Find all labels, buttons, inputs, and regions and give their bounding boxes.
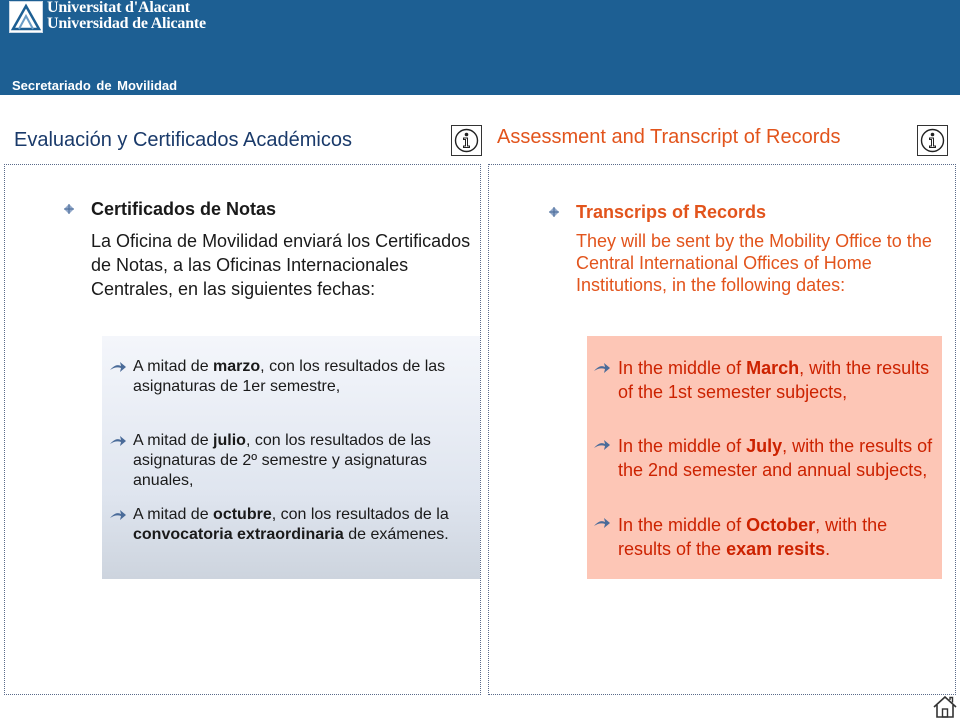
department-name: Secretariado de Movilidad: [12, 78, 178, 93]
home-icon[interactable]: [932, 695, 958, 719]
header-banner: [0, 0, 960, 95]
info-icon[interactable]: [451, 125, 482, 156]
arrow-bullet-icon: [110, 435, 126, 447]
diamond-bullet-icon: [549, 207, 559, 217]
english-date-item: [618, 513, 940, 561]
arrow-bullet-icon: [594, 362, 610, 374]
arrow-bullet-icon: [110, 509, 126, 521]
item-text: In the middle of: [618, 358, 747, 378]
diamond-bullet-icon: [64, 204, 74, 214]
english-date-item: [618, 434, 940, 482]
item-text: .: [825, 539, 831, 559]
item-text: A mitad de: [133, 432, 214, 449]
spanish-date-item: [133, 357, 478, 397]
emphasized-text: convocatoria extraordinaria: [133, 526, 344, 543]
emphasized-text: octubre: [213, 506, 272, 523]
emphasized-text: July: [746, 436, 783, 456]
university-logo-icon[interactable]: [9, 1, 43, 33]
emphasized-text: julio: [213, 432, 246, 449]
item-text: , with the results of the 2nd semester and annual subjects,: [618, 436, 933, 480]
item-text: A mitad de: [133, 506, 214, 523]
item-text: , with the results of the 1st semester subjects,: [618, 358, 930, 402]
item-text: , con los resultados de la: [271, 506, 449, 523]
info-icon[interactable]: [917, 125, 948, 156]
item-text: , con los resultados de las asignaturas de 1er semestre,: [133, 358, 446, 395]
emphasized-text: exam resits: [726, 539, 826, 559]
university-name-ca: Universitat d'Alacant: [47, 0, 190, 16]
heading-english: Assessment and Transcript of Records: [497, 126, 841, 148]
emphasized-text: marzo: [213, 358, 261, 375]
english-paragraph: They will be sent by the Mobility Office to the Central International Offices of Home Institutions, in the following dates:: [576, 231, 932, 295]
spanish-date-item: [133, 505, 478, 545]
spanish-date-item: [133, 431, 478, 491]
english-title: Transcrips of Records: [576, 202, 767, 222]
spanish-paragraph: La Oficina de Movilidad enviará los Certificados de Notas, a las Oficinas Internacionales Centrales, en las siguientes fechas:: [91, 231, 471, 299]
item-text: A mitad de: [133, 358, 214, 375]
english-date-item: [618, 356, 940, 404]
university-name-es: Universidad de Alicante: [47, 15, 206, 32]
heading-spanish: Evaluación y Certificados Académicos: [14, 129, 352, 151]
arrow-bullet-icon: [594, 439, 610, 451]
item-text: de exámenes.: [343, 526, 449, 543]
item-text: In the middle of: [618, 436, 747, 456]
emphasized-text: March: [746, 358, 800, 378]
item-text: In the middle of: [618, 515, 747, 535]
item-text: , with the results of the: [618, 515, 888, 559]
spanish-title: Certificados de Notas: [91, 199, 277, 219]
arrow-bullet-icon: [110, 361, 126, 373]
arrow-bullet-icon: [594, 517, 610, 529]
emphasized-text: October: [746, 515, 816, 535]
item-text: , con los resultados de las asignaturas de 2º semestre y asignaturas anuales,: [133, 432, 431, 489]
